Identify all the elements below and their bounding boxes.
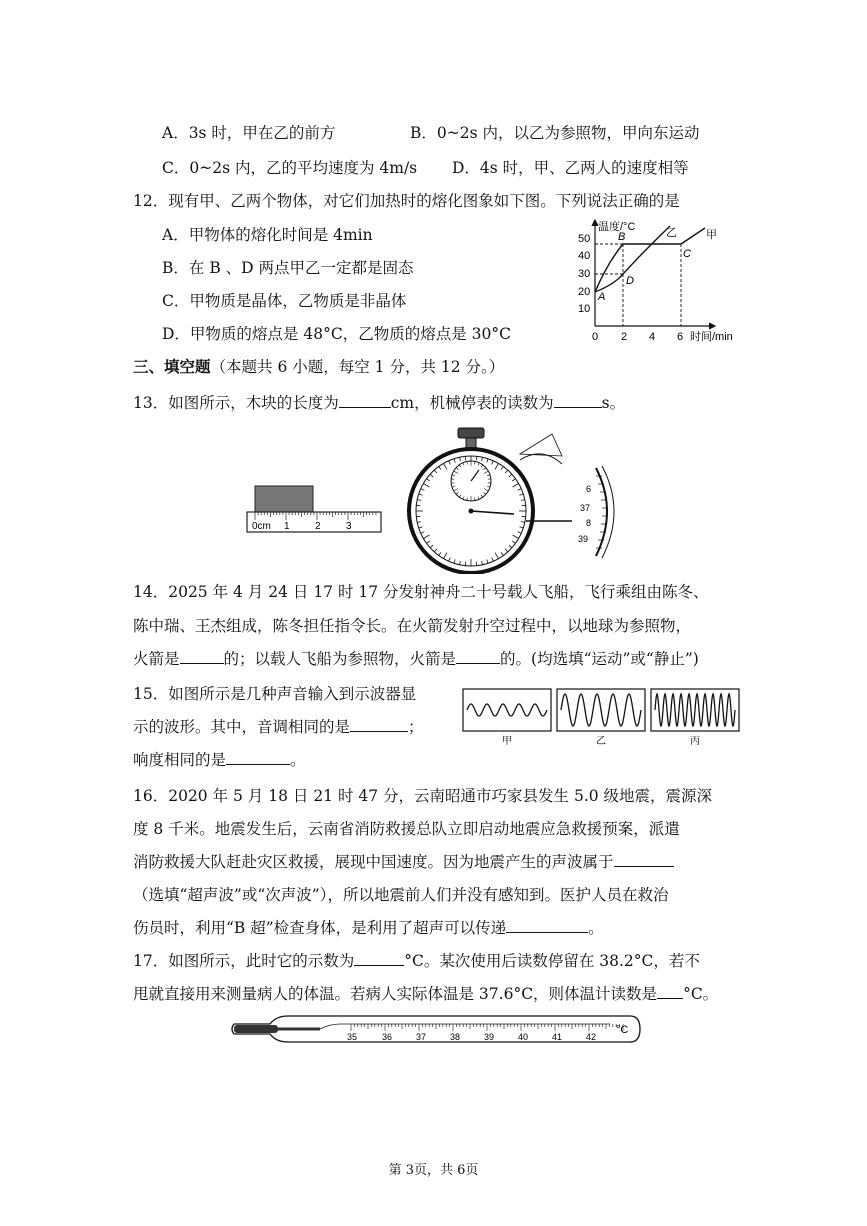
point-d-label: D <box>626 275 634 287</box>
wave-label-yi: 乙 <box>596 736 606 747</box>
stopwatch-figure <box>402 426 642 574</box>
stopwatch-button-icon <box>458 428 484 438</box>
y-tick: 30 <box>578 268 591 280</box>
ruler-label-3: 3 <box>346 521 352 532</box>
q17-blank-2 <box>657 983 683 999</box>
q14-line-1: 14．2025 年 4 月 24 日 17 时 17 分发射神舟二十号载人飞船，飞行乘组由陈冬、 <box>133 583 709 601</box>
q14-blank-2 <box>456 648 500 664</box>
q12-option-b: B．在 B 、D 两点甲乙一定都是固态 <box>162 259 414 277</box>
q15-line-3: 响度相同的是 。 <box>133 751 306 769</box>
q15-line-1: 15．如图所示是几种声音输入到示波器显 <box>133 685 417 703</box>
q17-line-1: 17．如图所示，此时它的示数为 °C。某次使用后读数停留在 38.2°C，若不 <box>133 952 700 970</box>
q16-line-5: 伤员时，利用“B 超”检查身体，是利用了超声可以传递 。 <box>133 919 604 937</box>
thermo-label: 37 <box>416 1032 427 1042</box>
x-tick: 2 <box>621 331 628 343</box>
scale-label-6: 6 <box>586 484 592 494</box>
ruler-label-0: 0cm <box>252 521 271 532</box>
wave-label-bing: 丙 <box>690 736 700 747</box>
q11-option-c: C．0~2s 内，乙的平均速度为 4m/s <box>162 159 418 177</box>
x-tick: 6 <box>677 331 684 343</box>
q13-blank-1 <box>339 392 391 408</box>
q15-line-2: 示的波形。其中，音调相同的是 ； <box>133 718 424 736</box>
q16-line-3: 消防救援大队赶赴灾区救援，展现中国速度。因为地震产生的声波属于 <box>133 851 674 873</box>
y-tick: 50 <box>578 233 591 245</box>
q13-blank-2 <box>554 392 602 408</box>
q17-line-2: 甩就直接用来测量病人的体温。若病人实际体温是 37.6°C，则体温计读数是 °C。 <box>133 985 719 1003</box>
wave-label-jia: 甲 <box>502 736 512 747</box>
scale-label-37: 37 <box>580 503 591 513</box>
scale-label-8: 8 <box>586 518 592 528</box>
point-c-label: C <box>683 248 691 260</box>
q12-option-c: C．甲物质是晶体，乙物质是非晶体 <box>162 292 407 310</box>
clinical-thermometer-figure <box>230 1010 642 1048</box>
y-axis-label: 温度/°C <box>598 221 636 233</box>
q17-blank-1 <box>354 950 404 966</box>
q15-blank-2 <box>226 749 290 765</box>
point-b-label: B <box>618 231 626 243</box>
waveforms-figure <box>462 688 740 748</box>
y-tick: 10 <box>578 303 591 315</box>
q11-option-d: D．4s 时，甲、乙两人的速度相等 <box>452 159 689 177</box>
q12-option-a: A．甲物体的熔化时间是 4min <box>162 226 373 244</box>
q16-blank-1 <box>614 851 674 867</box>
section-3-note: （本题共 6 小题，每空 1 分，共 12 分。） <box>210 358 505 376</box>
q14-blank-1 <box>180 648 224 664</box>
q12-option-d: D．甲物质的熔点是 48°C，乙物质的熔点是 30°C <box>162 325 511 343</box>
thermo-label: 40 <box>518 1032 529 1042</box>
thermo-label: 36 <box>382 1032 393 1042</box>
scale-label-39: 39 <box>578 534 589 544</box>
curve-yi-label: 乙 <box>666 227 677 239</box>
ruler-figure <box>246 482 384 534</box>
q16-line-2: 度 8 千米。地震发生后，云南省消防救援总队立即启动地震应急救援预案，派遣 <box>133 820 680 838</box>
melting-graph <box>560 212 750 350</box>
q16-blank-2 <box>506 917 588 933</box>
thermo-label: 38 <box>450 1032 461 1042</box>
wooden-block <box>255 486 313 512</box>
q12-stem: 12．现有甲、乙两个物体，对它们加热时的熔化图象如下图。下列说法正确的是 <box>133 192 680 210</box>
q15-blank-1 <box>350 716 408 732</box>
y-tick: 20 <box>578 286 591 298</box>
thermo-label: 41 <box>552 1032 563 1042</box>
magnified-scale <box>596 468 607 556</box>
q16-line-4: （选填“超声波”或“次声波”），所以地震前人们并没有感知到。医护人员在救治 <box>133 886 669 904</box>
section-3-heading <box>133 356 504 378</box>
page-footer: 第 3页，共 6页 <box>388 1163 479 1178</box>
q14-line-3: 火箭是 的；以载人飞船为参照物，火箭是 的。(均选填“运动”或“静止”) <box>133 650 699 668</box>
section-3-title: 三、填空题 <box>133 357 211 376</box>
q14-line-2: 陈中瑞、王杰组成，陈冬担任指令长。在火箭发射升空过程中，以地球为参照物， <box>133 617 692 635</box>
point-a-label: A <box>598 291 606 303</box>
thermo-label: 42 <box>586 1032 597 1042</box>
q16-line-1: 16．2020 年 5 月 18 日 21 时 47 分，云南昭通市巧家县发生 5.0 级地震，震源深 <box>133 787 713 805</box>
thermometer-bulb <box>234 1025 278 1033</box>
thermo-label: 35 <box>347 1032 358 1042</box>
curve-jia <box>595 228 705 292</box>
ruler-label-1: 1 <box>284 521 290 532</box>
curve-jia-label: 甲 <box>706 229 717 241</box>
x-axis-label: 时间/min <box>690 331 733 343</box>
q13-text: 13．如图所示，木块的长度为 cm，机械停表的读数为 s。 <box>133 394 626 412</box>
thermo-unit: °C <box>616 1024 629 1036</box>
x-tick: 4 <box>649 331 656 343</box>
y-tick: 40 <box>578 250 591 262</box>
q11-option-a: A．3s 时，甲在乙的前方 <box>162 124 336 142</box>
thermo-label: 39 <box>484 1032 495 1042</box>
x-tick: 0 <box>592 331 599 343</box>
ruler-label-2: 2 <box>315 521 321 532</box>
q11-option-b: B．0~2s 内，以乙为参照物，甲向东运动 <box>410 124 700 142</box>
